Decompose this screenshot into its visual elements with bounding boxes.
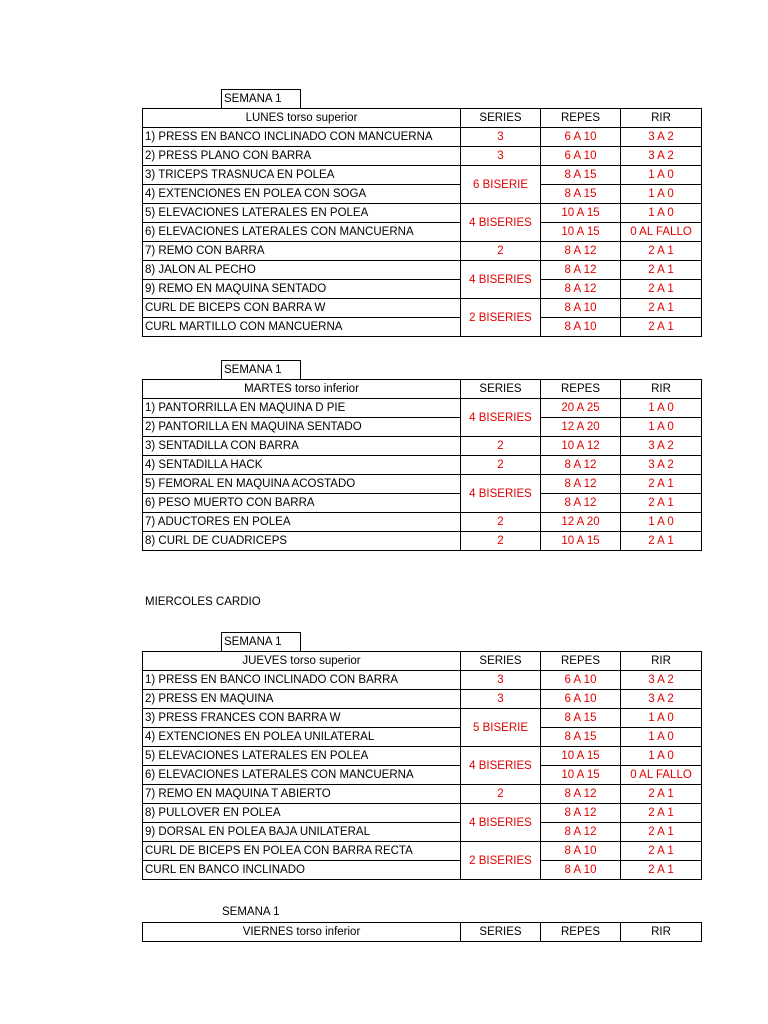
table-row <box>143 204 702 223</box>
series-cell: 2 <box>461 785 541 804</box>
rir-cell: 1 A 0 <box>621 399 702 418</box>
table-header-row <box>143 380 702 399</box>
exercise-cell: 3) SENTADILLA CON BARRA <box>143 437 461 456</box>
table-row <box>143 747 702 766</box>
series-cell: 2 <box>461 437 541 456</box>
repes-header: REPES <box>541 923 621 942</box>
repes-cell: 8 A 12 <box>541 261 621 280</box>
rir-cell: 1 A 0 <box>621 185 702 204</box>
table-header-row <box>143 923 702 942</box>
repes-cell: 8 A 10 <box>541 299 621 318</box>
exercise-cell: 7) REMO CON BARRA <box>143 242 461 261</box>
repes-cell: 10 A 15 <box>541 766 621 785</box>
wednesday-label: MIERCOLES CARDIO <box>145 596 261 608</box>
rir-header: RIR <box>621 923 702 942</box>
exercise-cell: 5) ELEVACIONES LATERALES EN POLEA <box>143 204 461 223</box>
repes-cell: 8 A 12 <box>541 456 621 475</box>
rir-cell: 3 A 2 <box>621 147 702 166</box>
series-cell: 2 BISERIES <box>461 842 541 880</box>
rir-cell: 1 A 0 <box>621 747 702 766</box>
series-cell: 4 BISERIES <box>461 747 541 785</box>
table-row <box>143 785 702 804</box>
series-cell: 2 <box>461 456 541 475</box>
table-row <box>143 166 702 185</box>
table-jueves <box>142 651 702 880</box>
rir-cell: 2 A 1 <box>621 318 702 337</box>
rir-cell: 2 A 1 <box>621 823 702 842</box>
repes-cell: 12 A 20 <box>541 418 621 437</box>
exercise-cell: 1) PANTORRILLA EN MAQUINA D PIE <box>143 399 461 418</box>
table-row <box>143 671 702 690</box>
table-row <box>143 399 702 418</box>
repes-cell: 8 A 15 <box>541 709 621 728</box>
rir-cell: 1 A 0 <box>621 728 702 747</box>
rir-cell: 0 AL FALLO <box>621 766 702 785</box>
table-row <box>143 185 702 204</box>
rir-header: RIR <box>621 652 702 671</box>
series-cell: 3 <box>461 690 541 709</box>
rir-cell: 3 A 2 <box>621 671 702 690</box>
day-title: VIERNES torso inferior <box>143 923 461 942</box>
series-header: SERIES <box>461 652 541 671</box>
rir-header: RIR <box>621 380 702 399</box>
exercise-cell: CURL DE BICEPS EN POLEA CON BARRA RECTA <box>143 842 461 861</box>
repes-cell: 6 A 10 <box>541 147 621 166</box>
day-title: LUNES torso superior <box>143 109 461 128</box>
table-martes <box>142 379 702 551</box>
exercise-cell: 9) REMO EN MAQUINA SENTADO <box>143 280 461 299</box>
exercise-cell: 6) ELEVACIONES LATERALES CON MANCUERNA <box>143 766 461 785</box>
table-row <box>143 437 702 456</box>
repes-cell: 12 A 20 <box>541 513 621 532</box>
table-row <box>143 690 702 709</box>
week-label: SEMANA 1 <box>221 89 301 108</box>
rir-header: RIR <box>621 109 702 128</box>
rir-cell: 2 A 1 <box>621 475 702 494</box>
series-cell: 3 <box>461 671 541 690</box>
repes-cell: 10 A 15 <box>541 532 621 551</box>
exercise-cell: 1) PRESS EN BANCO INCLINADO CON BARRA <box>143 671 461 690</box>
week-label: SEMANA 1 <box>221 632 301 651</box>
week-label: SEMANA 1 <box>222 906 280 918</box>
table-row <box>143 823 702 842</box>
exercise-cell: 2) PRESS PLANO CON BARRA <box>143 147 461 166</box>
rir-cell: 2 A 1 <box>621 842 702 861</box>
series-cell: 4 BISERIES <box>461 261 541 299</box>
table-row <box>143 532 702 551</box>
repes-cell: 8 A 15 <box>541 185 621 204</box>
exercise-cell: 2) PRESS EN MAQUINA <box>143 690 461 709</box>
exercise-cell: 1) PRESS EN BANCO INCLINADO CON MANCUERNA <box>143 128 461 147</box>
repes-header: REPES <box>541 109 621 128</box>
rir-cell: 1 A 0 <box>621 709 702 728</box>
repes-cell: 8 A 10 <box>541 861 621 880</box>
exercise-cell: 8) CURL DE CUADRICEPS <box>143 532 461 551</box>
week-label: SEMANA 1 <box>221 360 301 379</box>
series-cell: 4 BISERIES <box>461 804 541 842</box>
rir-cell: 2 A 1 <box>621 299 702 318</box>
repes-cell: 8 A 15 <box>541 728 621 747</box>
exercise-cell: 3) TRICEPS TRASNUCA EN POLEA <box>143 166 461 185</box>
rir-cell: 2 A 1 <box>621 280 702 299</box>
repes-cell: 20 A 25 <box>541 399 621 418</box>
exercise-cell: CURL DE BICEPS CON BARRA W <box>143 299 461 318</box>
repes-cell: 10 A 12 <box>541 437 621 456</box>
repes-cell: 6 A 10 <box>541 671 621 690</box>
table-lunes <box>142 108 702 337</box>
series-cell: 4 BISERIES <box>461 475 541 513</box>
repes-cell: 8 A 10 <box>541 842 621 861</box>
exercise-cell: 8) PULLOVER EN POLEA <box>143 804 461 823</box>
rir-cell: 3 A 2 <box>621 456 702 475</box>
table-row <box>143 861 702 880</box>
rir-cell: 2 A 1 <box>621 804 702 823</box>
table-row <box>143 494 702 513</box>
table-row <box>143 280 702 299</box>
series-cell: 2 <box>461 242 541 261</box>
table-row <box>143 513 702 532</box>
repes-cell: 10 A 15 <box>541 204 621 223</box>
table-viernes <box>142 922 702 942</box>
exercise-cell: 7) ADUCTORES EN POLEA <box>143 513 461 532</box>
repes-cell: 8 A 12 <box>541 280 621 299</box>
repes-cell: 8 A 10 <box>541 318 621 337</box>
rir-cell: 1 A 0 <box>621 166 702 185</box>
exercise-cell: 3) PRESS FRANCES CON BARRA W <box>143 709 461 728</box>
exercise-cell: CURL MARTILLO CON MANCUERNA <box>143 318 461 337</box>
exercise-cell: 9) DORSAL EN POLEA BAJA UNILATERAL <box>143 823 461 842</box>
repes-header: REPES <box>541 652 621 671</box>
series-cell: 2 <box>461 513 541 532</box>
repes-cell: 8 A 12 <box>541 785 621 804</box>
series-cell: 4 BISERIES <box>461 399 541 437</box>
table-row <box>143 475 702 494</box>
series-cell: 2 BISERIES <box>461 299 541 337</box>
repes-header: REPES <box>541 380 621 399</box>
repes-cell: 8 A 12 <box>541 823 621 842</box>
repes-cell: 8 A 12 <box>541 494 621 513</box>
series-cell: 5 BISERIE <box>461 709 541 747</box>
repes-cell: 10 A 15 <box>541 223 621 242</box>
table-row <box>143 456 702 475</box>
series-header: SERIES <box>461 380 541 399</box>
series-cell: 3 <box>461 147 541 166</box>
rir-cell: 2 A 1 <box>621 261 702 280</box>
repes-cell: 6 A 10 <box>541 690 621 709</box>
rir-cell: 2 A 1 <box>621 785 702 804</box>
table-row <box>143 223 702 242</box>
table-row <box>143 418 702 437</box>
series-cell: 2 <box>461 532 541 551</box>
rir-cell: 2 A 1 <box>621 494 702 513</box>
table-row <box>143 299 702 318</box>
exercise-cell: 5) FEMORAL EN MAQUINA ACOSTADO <box>143 475 461 494</box>
series-cell: 4 BISERIES <box>461 204 541 242</box>
exercise-cell: 7) REMO EN MAQUINA T ABIERTO <box>143 785 461 804</box>
table-row <box>143 804 702 823</box>
exercise-cell: 6) ELEVACIONES LATERALES CON MANCUERNA <box>143 223 461 242</box>
table-row <box>143 318 702 337</box>
repes-cell: 8 A 15 <box>541 166 621 185</box>
day-title: MARTES torso inferior <box>143 380 461 399</box>
rir-cell: 2 A 1 <box>621 242 702 261</box>
exercise-cell: CURL EN BANCO INCLINADO <box>143 861 461 880</box>
series-header: SERIES <box>461 109 541 128</box>
table-row <box>143 128 702 147</box>
table-header-row <box>143 109 702 128</box>
repes-cell: 8 A 12 <box>541 804 621 823</box>
series-header: SERIES <box>461 923 541 942</box>
rir-cell: 3 A 2 <box>621 690 702 709</box>
day-title: JUEVES torso superior <box>143 652 461 671</box>
repes-cell: 10 A 15 <box>541 747 621 766</box>
table-row <box>143 842 702 861</box>
table-row <box>143 242 702 261</box>
table-row <box>143 766 702 785</box>
rir-cell: 1 A 0 <box>621 204 702 223</box>
exercise-cell: 4) EXTENCIONES EN POLEA UNILATERAL <box>143 728 461 747</box>
table-row <box>143 261 702 280</box>
rir-cell: 2 A 1 <box>621 532 702 551</box>
table-row <box>143 728 702 747</box>
repes-cell: 8 A 12 <box>541 242 621 261</box>
table-row <box>143 147 702 166</box>
exercise-cell: 5) ELEVACIONES LATERALES EN POLEA <box>143 747 461 766</box>
repes-cell: 8 A 12 <box>541 475 621 494</box>
exercise-cell: 2) PANTORILLA EN MAQUINA SENTADO <box>143 418 461 437</box>
repes-cell: 6 A 10 <box>541 128 621 147</box>
rir-cell: 1 A 0 <box>621 513 702 532</box>
exercise-cell: 8) JALON AL PECHO <box>143 261 461 280</box>
table-header-row <box>143 652 702 671</box>
series-cell: 6 BISERIE <box>461 166 541 204</box>
rir-cell: 3 A 2 <box>621 128 702 147</box>
rir-cell: 0 AL FALLO <box>621 223 702 242</box>
rir-cell: 3 A 2 <box>621 437 702 456</box>
rir-cell: 1 A 0 <box>621 418 702 437</box>
series-cell: 3 <box>461 128 541 147</box>
exercise-cell: 4) SENTADILLA HACK <box>143 456 461 475</box>
rir-cell: 2 A 1 <box>621 861 702 880</box>
exercise-cell: 6) PESO MUERTO CON BARRA <box>143 494 461 513</box>
table-row <box>143 709 702 728</box>
exercise-cell: 4) EXTENCIONES EN POLEA CON SOGA <box>143 185 461 204</box>
